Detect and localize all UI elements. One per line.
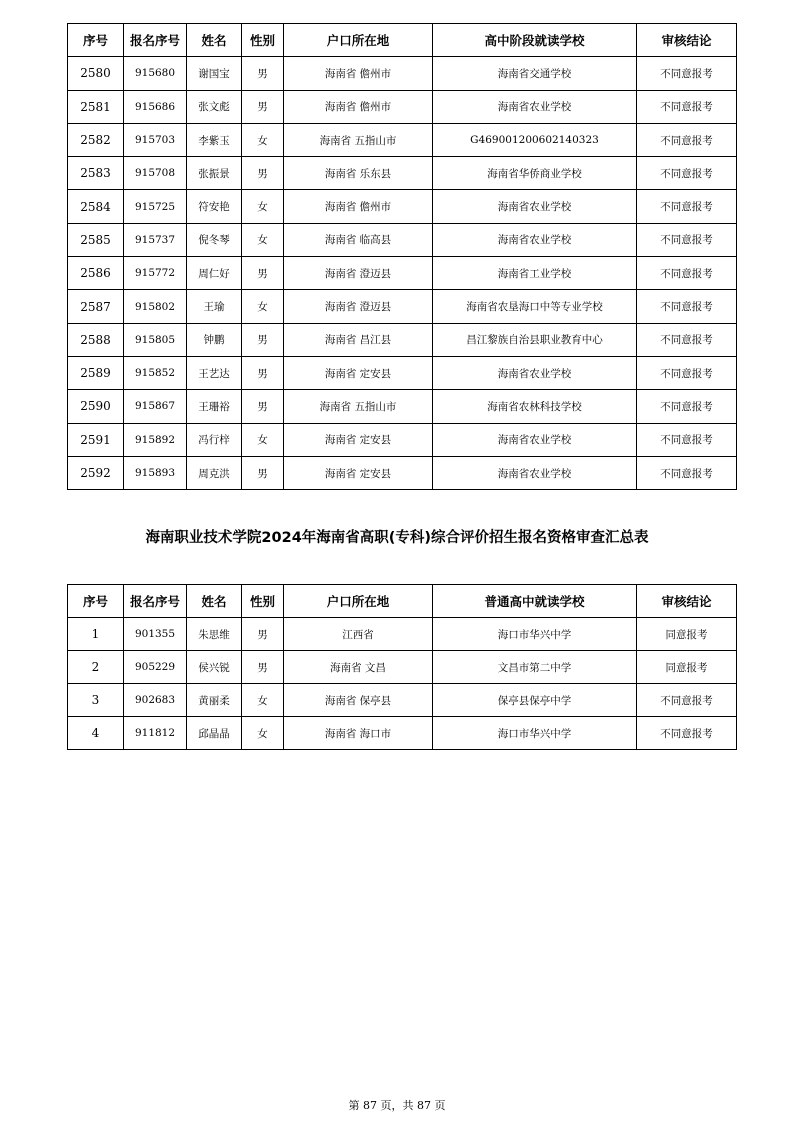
cell-hukou: 海南省 儋州市 [284,90,433,123]
cell-result: 不同意报考 [637,57,737,90]
cell-school: 海南省工业学校 [433,257,637,290]
cell-seq: 2587 [68,290,124,323]
cell-gender: 女 [242,123,284,156]
review-table-2 [67,584,737,750]
cell-gender: 男 [242,323,284,356]
table-header-row [68,24,737,57]
header-hukou: 户口所在地 [284,24,433,57]
cell-name: 谢国宝 [187,57,242,90]
cell-result: 不同意报考 [637,290,737,323]
cell-reg-no: 915725 [124,190,187,223]
cell-seq: 2590 [68,390,124,423]
cell-hukou: 海南省 澄迈县 [284,290,433,323]
cell-seq: 2591 [68,423,124,456]
cell-reg-no: 915708 [124,157,187,190]
cell-hukou: 海南省 儋州市 [284,57,433,90]
table-row [68,157,737,190]
header-result: 审核结论 [637,24,737,57]
cell-hukou: 海南省 儋州市 [284,190,433,223]
cell-name: 黄丽柔 [187,684,242,717]
cell-hukou: 海南省 澄迈县 [284,257,433,290]
cell-gender: 女 [242,717,284,750]
cell-reg-no: 915737 [124,223,187,256]
section-title: 海南职业技术学院2024年海南省高职(专科)综合评价招生报名资格审查汇总表 [145,530,649,546]
header-hukou: 户口所在地 [284,585,433,618]
cell-school: 文昌市第二中学 [433,651,637,684]
cell-seq: 2585 [68,223,124,256]
cell-school: 海南省农业学校 [433,423,637,456]
cell-gender: 女 [242,423,284,456]
table-header-row [68,585,737,618]
cell-school: 海口市华兴中学 [433,717,637,750]
cell-name: 王珊裕 [187,390,242,423]
header-school: 普通高中就读学校 [433,585,637,618]
cell-school: 海口市华兴中学 [433,618,637,651]
review-table-1 [67,23,737,490]
cell-result: 同意报考 [637,651,737,684]
cell-seq: 2582 [68,123,124,156]
cell-seq: 2586 [68,257,124,290]
cell-hukou: 海南省 定安县 [284,423,433,456]
cell-name: 冯行梓 [187,423,242,456]
cell-name: 张振景 [187,157,242,190]
cell-gender: 男 [242,456,284,489]
cell-school: 海南省农林科技学校 [433,390,637,423]
cell-reg-no: 915703 [124,123,187,156]
header-name: 姓名 [187,585,242,618]
table-row [68,290,737,323]
cell-hukou: 海南省 五指山市 [284,390,433,423]
table-row [68,456,737,489]
cell-result: 不同意报考 [637,257,737,290]
header-seq: 序号 [68,24,124,57]
cell-hukou: 海南省 定安县 [284,456,433,489]
cell-school: 海南省农业学校 [433,223,637,256]
cell-result: 不同意报考 [637,423,737,456]
cell-hukou: 海南省 保亭县 [284,684,433,717]
cell-school: G469001200602140323 [433,123,637,156]
cell-reg-no: 915802 [124,290,187,323]
cell-hukou: 海南省 昌江县 [284,323,433,356]
cell-result: 不同意报考 [637,223,737,256]
cell-result: 不同意报考 [637,190,737,223]
cell-name: 李紫玉 [187,123,242,156]
cell-result: 不同意报考 [637,356,737,389]
cell-gender: 女 [242,684,284,717]
table-row [68,390,737,423]
cell-name: 朱思维 [187,618,242,651]
cell-reg-no: 905229 [124,651,187,684]
cell-name: 倪冬琴 [187,223,242,256]
cell-result: 同意报考 [637,618,737,651]
cell-name: 王瑜 [187,290,242,323]
cell-seq: 2589 [68,356,124,389]
cell-hukou: 海南省 五指山市 [284,123,433,156]
table-row [68,423,737,456]
cell-name: 周克洪 [187,456,242,489]
table-row [68,90,737,123]
cell-gender: 男 [242,57,284,90]
cell-seq: 2588 [68,323,124,356]
cell-gender: 男 [242,356,284,389]
cell-name: 张文彪 [187,90,242,123]
cell-reg-no: 902683 [124,684,187,717]
cell-reg-no: 915805 [124,323,187,356]
cell-hukou: 海南省 海口市 [284,717,433,750]
header-school: 高中阶段就读学校 [433,24,637,57]
header-reg-no: 报名序号 [124,24,187,57]
cell-reg-no: 915892 [124,423,187,456]
cell-school: 海南省农业学校 [433,90,637,123]
cell-gender: 男 [242,90,284,123]
cell-reg-no: 915867 [124,390,187,423]
table-row [68,618,737,651]
cell-result: 不同意报考 [637,90,737,123]
cell-reg-no: 915680 [124,57,187,90]
header-result: 审核结论 [637,585,737,618]
cell-gender: 男 [242,618,284,651]
table-row [68,356,737,389]
cell-school: 海南省农业学校 [433,190,637,223]
cell-school: 海南省农业学校 [433,456,637,489]
cell-seq: 2592 [68,456,124,489]
cell-seq: 2 [68,651,124,684]
cell-result: 不同意报考 [637,456,737,489]
cell-seq: 4 [68,717,124,750]
cell-gender: 男 [242,257,284,290]
cell-reg-no: 915852 [124,356,187,389]
cell-gender: 女 [242,290,284,323]
table-row [68,257,737,290]
cell-school: 海南省华侨商业学校 [433,157,637,190]
cell-result: 不同意报考 [637,157,737,190]
cell-hukou: 江西省 [284,618,433,651]
cell-name: 符安艳 [187,190,242,223]
header-seq: 序号 [68,585,124,618]
table-row [68,123,737,156]
cell-hukou: 海南省 乐东县 [284,157,433,190]
cell-name: 邱晶晶 [187,717,242,750]
table-row [68,190,737,223]
cell-result: 不同意报考 [637,123,737,156]
cell-reg-no: 915772 [124,257,187,290]
cell-seq: 3 [68,684,124,717]
cell-result: 不同意报考 [637,390,737,423]
header-name: 姓名 [187,24,242,57]
cell-reg-no: 911812 [124,717,187,750]
cell-hukou: 海南省 文昌 [284,651,433,684]
table-row [68,651,737,684]
table-row [68,684,737,717]
cell-name: 周仁好 [187,257,242,290]
cell-school: 海南省农垦海口中等专业学校 [433,290,637,323]
cell-school: 海南省农业学校 [433,356,637,389]
cell-name: 侯兴锐 [187,651,242,684]
cell-gender: 男 [242,390,284,423]
cell-seq: 2584 [68,190,124,223]
cell-reg-no: 915686 [124,90,187,123]
header-reg-no: 报名序号 [124,585,187,618]
cell-gender: 男 [242,651,284,684]
cell-reg-no: 901355 [124,618,187,651]
cell-seq: 2581 [68,90,124,123]
cell-result: 不同意报考 [637,717,737,750]
header-gender: 性别 [242,585,284,618]
cell-name: 钟鹏 [187,323,242,356]
cell-gender: 女 [242,190,284,223]
cell-name: 王艺达 [187,356,242,389]
cell-school: 昌江黎族自治县职业教育中心 [433,323,637,356]
cell-school: 海南省交通学校 [433,57,637,90]
header-gender: 性别 [242,24,284,57]
cell-result: 不同意报考 [637,684,737,717]
cell-gender: 女 [242,223,284,256]
table-row [68,323,737,356]
cell-hukou: 海南省 临高县 [284,223,433,256]
table-row [68,57,737,90]
table-row [68,717,737,750]
cell-seq: 2583 [68,157,124,190]
cell-seq: 2580 [68,57,124,90]
cell-seq: 1 [68,618,124,651]
cell-result: 不同意报考 [637,323,737,356]
cell-hukou: 海南省 定安县 [284,356,433,389]
page-footer: 第 87 页，共 87 页 [348,1099,446,1112]
cell-school: 保亭县保亭中学 [433,684,637,717]
cell-reg-no: 915893 [124,456,187,489]
cell-gender: 男 [242,157,284,190]
table-row [68,223,737,256]
